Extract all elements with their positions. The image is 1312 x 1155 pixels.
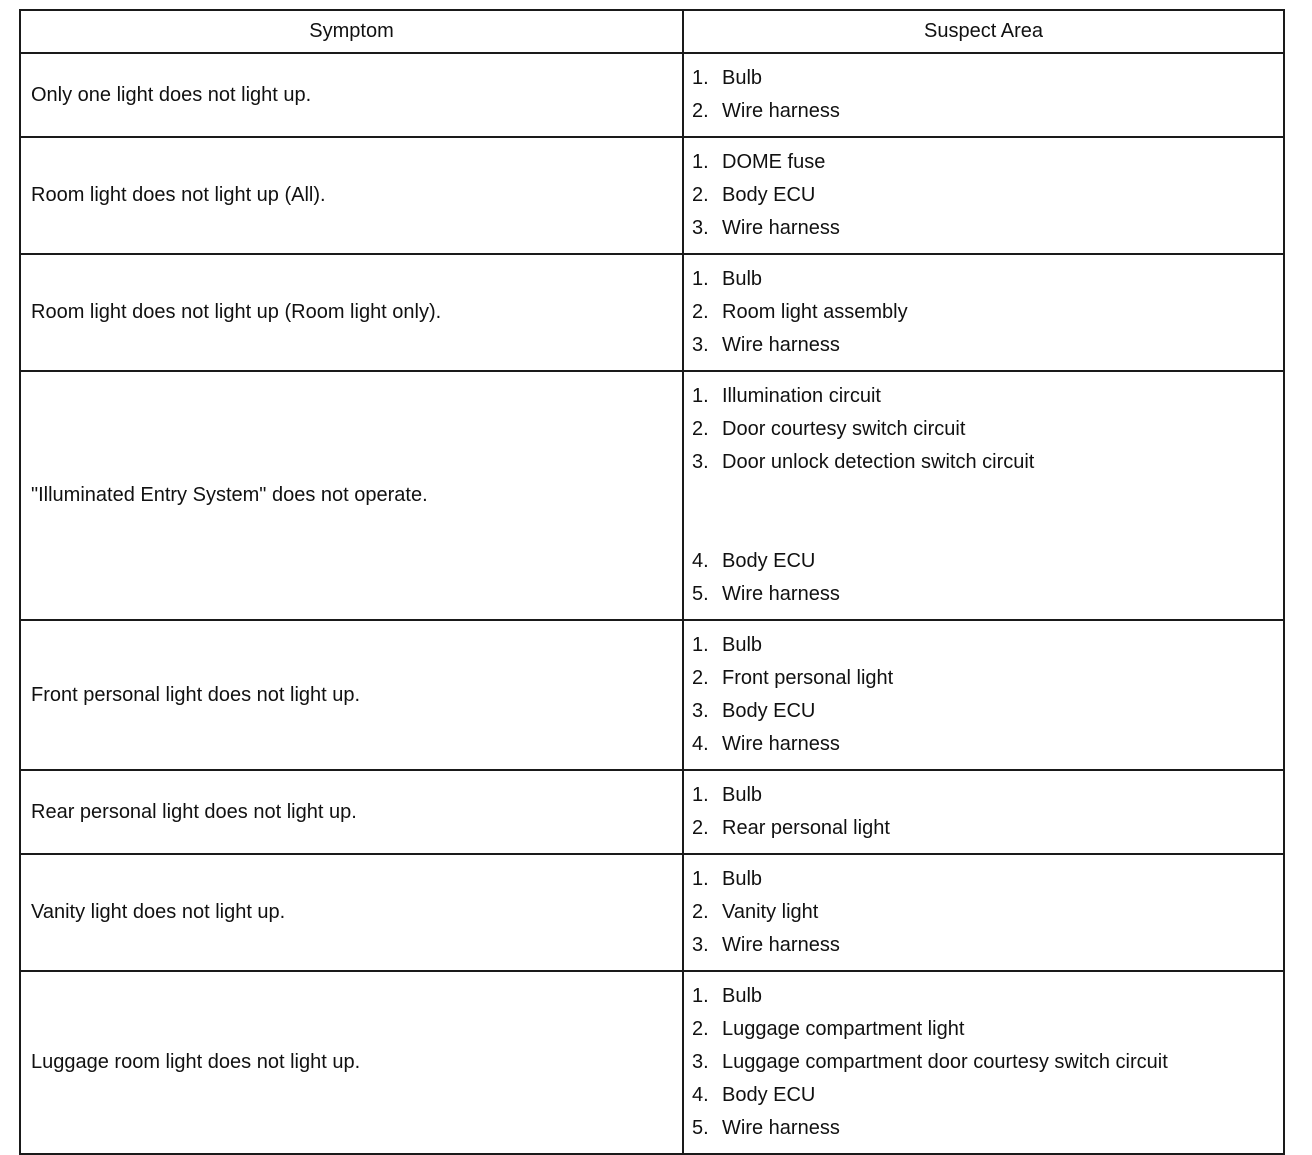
suspect-item-text: Bulb xyxy=(722,985,763,1007)
suspect-area-list xyxy=(684,771,1283,853)
suspect-area-cell xyxy=(683,53,1284,137)
table-row xyxy=(20,137,1284,254)
suspect-item-text: Wire harness xyxy=(722,217,840,239)
suspect-item-number: 2. xyxy=(692,100,709,122)
suspect-item-text: Room light assembly xyxy=(722,301,908,323)
suspect-item-text: Wire harness xyxy=(722,334,840,356)
suspect-item-number: 3. xyxy=(692,217,709,239)
symptom-cell xyxy=(20,620,683,770)
suspect-item-number: 2. xyxy=(692,817,709,839)
symptom-cell xyxy=(20,971,683,1154)
suspect-item xyxy=(692,896,1283,929)
suspect-item xyxy=(692,1079,1283,1112)
table-row xyxy=(20,770,1284,854)
suspect-item-number: 1. xyxy=(692,268,709,290)
suspect-area-list xyxy=(684,54,1283,136)
suspect-item-text: Front personal light xyxy=(722,667,894,689)
suspect-item-text: Door courtesy switch circuit xyxy=(722,418,966,440)
suspect-item-number: 3. xyxy=(692,334,709,356)
symptom-text: Front personal light does not light up. xyxy=(31,683,361,706)
suspect-item-text: Body ECU xyxy=(722,700,816,722)
suspect-item xyxy=(692,179,1283,212)
suspect-item-number: 4. xyxy=(692,733,709,755)
suspect-item xyxy=(692,779,1283,812)
suspect-area-cell xyxy=(683,371,1284,620)
table-row xyxy=(20,254,1284,371)
suspect-item xyxy=(692,446,1283,479)
suspect-item-number: 3. xyxy=(692,451,709,473)
symptom-column-header: Symptom xyxy=(20,10,683,53)
suspect-area-list xyxy=(684,972,1283,1153)
suspect-item-number: 5. xyxy=(692,583,709,605)
suspect-item-text: Bulb xyxy=(722,868,763,890)
suspect-item-text: Rear personal light xyxy=(722,817,890,839)
suspect-item xyxy=(692,545,1283,578)
suspect-item-text: Body ECU xyxy=(722,550,816,572)
suspect-item xyxy=(692,695,1283,728)
suspect-area-cell xyxy=(683,254,1284,371)
suspect-area-cell xyxy=(683,854,1284,971)
symptom-text: Room light does not light up (Room light only). xyxy=(31,301,442,323)
suspect-item-text: Illumination circuit xyxy=(722,385,881,407)
suspect-item xyxy=(692,1112,1283,1145)
symptom-cell xyxy=(20,770,683,854)
suspect-item xyxy=(692,296,1283,329)
suspect-item xyxy=(692,413,1283,446)
symptom-cell xyxy=(20,371,683,620)
suspect-item-number: 2. xyxy=(692,301,709,323)
suspect-item-number: 2. xyxy=(692,418,709,440)
suspect-area-cell xyxy=(683,770,1284,854)
symptom-text: Room light does not light up (All). xyxy=(31,184,326,206)
suspect-item-number: 4. xyxy=(692,1084,709,1106)
symptom-text: Luggage room light does not light up. xyxy=(31,1051,361,1073)
suspect-item xyxy=(692,1046,1283,1079)
suspect-item-number: 1. xyxy=(692,634,709,656)
problem-symptoms-table xyxy=(19,9,1285,1155)
suspect-item-text: Wire harness xyxy=(722,583,840,605)
suspect-item-text: Body ECU xyxy=(722,1084,816,1106)
suspect-item xyxy=(692,863,1283,896)
suspect-area-list xyxy=(684,138,1283,253)
symptom-text: Rear personal light does not light up. xyxy=(31,800,357,823)
suspect-item-number: 2. xyxy=(692,184,709,206)
suspect-area-cell xyxy=(683,620,1284,770)
suspect-item-text: Wire harness xyxy=(722,1117,840,1139)
suspect-item-number: 1. xyxy=(692,868,709,890)
suspect-item-text: Bulb xyxy=(722,268,763,290)
suspect-item-number: 3. xyxy=(692,1051,709,1073)
table-row xyxy=(20,854,1284,971)
suspect-area-column-header: Suspect Area xyxy=(683,10,1284,53)
suspect-item-number: 1. xyxy=(692,67,709,89)
suspect-item-text: Wire harness xyxy=(722,100,840,122)
table-row xyxy=(20,371,1284,620)
suspect-item-number: 1. xyxy=(692,784,709,806)
suspect-item xyxy=(692,212,1283,245)
list-spacer xyxy=(692,479,1283,545)
suspect-item-number: 3. xyxy=(692,700,709,722)
suspect-area-cell xyxy=(683,971,1284,1154)
symptom-cell xyxy=(20,53,683,137)
suspect-item-number: 4. xyxy=(692,550,709,572)
suspect-area-list xyxy=(684,621,1283,769)
symptom-cell xyxy=(20,254,683,371)
table-row xyxy=(20,971,1284,1154)
suspect-item xyxy=(692,629,1283,662)
table-body xyxy=(20,53,1284,1154)
suspect-item-number: 3. xyxy=(692,934,709,956)
suspect-item xyxy=(692,728,1283,761)
suspect-item-text: Body ECU xyxy=(722,184,816,206)
suspect-item-text: Vanity light xyxy=(722,901,819,923)
suspect-item-number: 2. xyxy=(692,901,709,923)
suspect-item-text: Bulb xyxy=(722,784,763,806)
suspect-item-text: Luggage compartment door courtesy switch circuit xyxy=(722,1051,1168,1073)
suspect-area-cell xyxy=(683,137,1284,254)
suspect-item xyxy=(692,1013,1283,1046)
symptom-cell xyxy=(20,137,683,254)
suspect-area-list xyxy=(684,372,1283,619)
suspect-item-number: 1. xyxy=(692,385,709,407)
suspect-item-text: Bulb xyxy=(722,634,763,656)
suspect-item-number: 5. xyxy=(692,1117,709,1139)
suspect-item xyxy=(692,812,1283,845)
suspect-item-text: Wire harness xyxy=(722,934,840,956)
suspect-item xyxy=(692,329,1283,362)
table-row xyxy=(20,620,1284,770)
symptom-text: "Illuminated Entry System" does not operate. xyxy=(31,484,428,506)
symptom-text: Only one light does not light up. xyxy=(31,83,312,106)
suspect-item xyxy=(692,662,1283,695)
suspect-item xyxy=(692,95,1283,128)
table-header-row xyxy=(20,10,1284,53)
suspect-item-text: Luggage compartment light xyxy=(722,1018,965,1040)
suspect-item xyxy=(692,380,1283,413)
suspect-item xyxy=(692,62,1283,95)
suspect-item-text: DOME fuse xyxy=(722,151,826,173)
suspect-item xyxy=(692,578,1283,611)
suspect-item-text: Wire harness xyxy=(722,733,840,755)
suspect-area-list xyxy=(684,255,1283,370)
suspect-item xyxy=(692,146,1283,179)
table-row xyxy=(20,53,1284,137)
suspect-item xyxy=(692,980,1283,1013)
suspect-item-number: 1. xyxy=(692,985,709,1007)
symptom-text: Vanity light does not light up. xyxy=(31,901,286,923)
suspect-item xyxy=(692,929,1283,962)
suspect-item-text: Bulb xyxy=(722,67,763,89)
suspect-item-number: 2. xyxy=(692,1018,709,1040)
symptom-cell xyxy=(20,854,683,971)
suspect-area-list xyxy=(684,855,1283,970)
suspect-item-number: 2. xyxy=(692,667,709,689)
suspect-item xyxy=(692,263,1283,296)
suspect-item-text: Door unlock detection switch circuit xyxy=(722,451,1035,473)
suspect-item-number: 1. xyxy=(692,151,709,173)
